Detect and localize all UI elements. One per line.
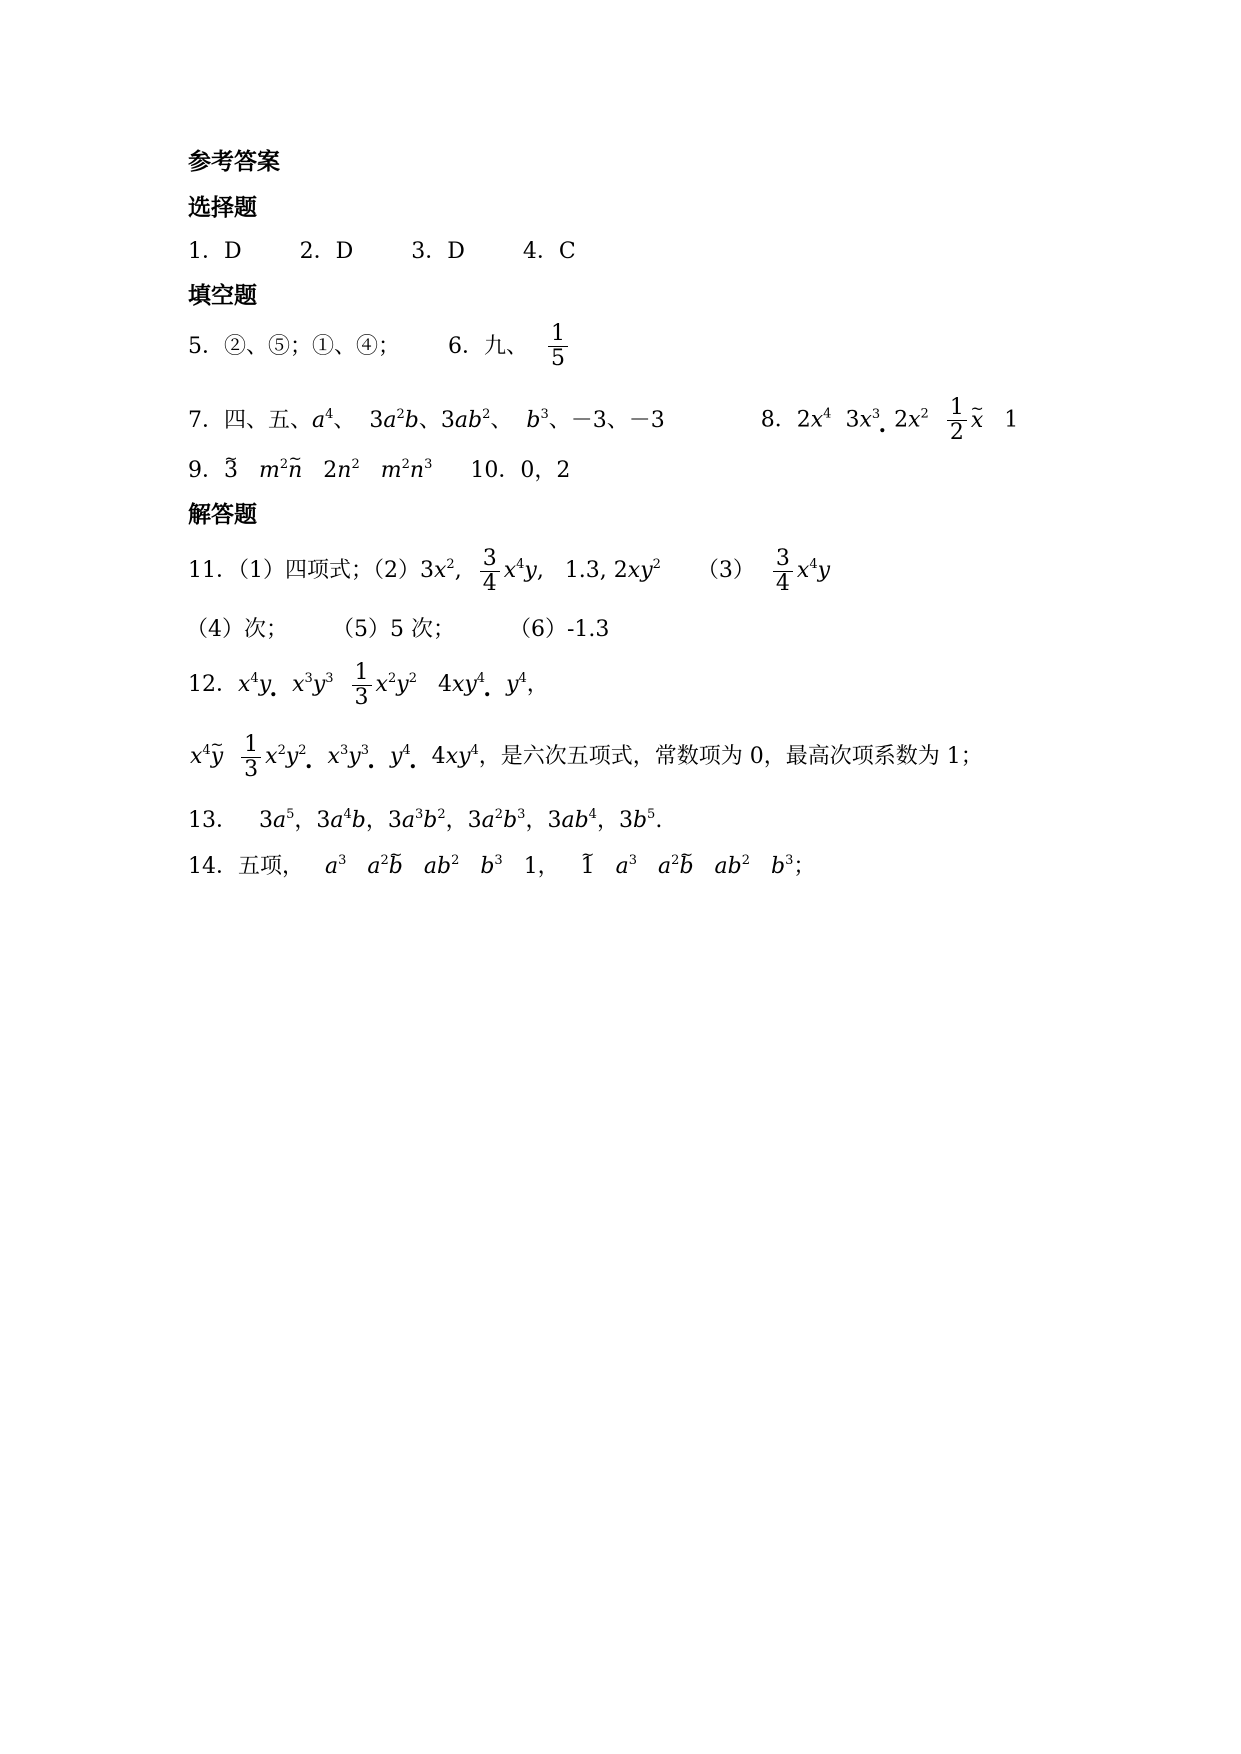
answer-8-fraction: $\frac{1}{2}$ bbox=[947, 396, 967, 445]
choice-answer-3: 3．D bbox=[411, 239, 465, 264]
answer-row-9-10 bbox=[188, 456, 570, 486]
page-title: 参考答案 bbox=[188, 149, 280, 175]
answer-14: 14．五项， $a^3$ $a^2\sim$ b $ab^2$ $b^3$ 1， ~ 1 $a^3$ $a^2\sim$ b $ab^2$ $b^3$； bbox=[188, 852, 815, 882]
answer-row-12-continued bbox=[190, 730, 983, 784]
answer-7: 7．四、五、$a^4$、 $3a^2b$、$3ab^2$、 $b^3$、－3、－3 bbox=[188, 406, 665, 433]
answer-10: 10．0，2 bbox=[470, 458, 571, 483]
choice-answer-2: 2．D bbox=[299, 239, 354, 264]
section-heading-answer: 解答题 bbox=[188, 502, 257, 528]
answer-13: 13． $3a^5$，$3a^4b$，$3a^3b^2$，$3a^2b^3$，$3ab^4$，$3b^5$. bbox=[188, 807, 663, 833]
answer-9: 9．~ 3 $m^2\sim$ n $2n^2$ $m^2n^3$ bbox=[188, 456, 432, 486]
answer-5: 5．②、⑤；①、④； bbox=[188, 333, 400, 359]
answer-11-part4: （4）次； bbox=[186, 617, 288, 642]
answer-11-part6: （6）-1.3 bbox=[509, 617, 610, 642]
answer-12: 12．$x^4y$ . $x^3y^3$ $\frac{1}{3}$ $x^2y^2$ $4xy^4$ . $y^4$， bbox=[188, 658, 549, 712]
choice-answer-1: 1．D bbox=[188, 239, 242, 264]
answer-11-part5: （5）5 次； bbox=[332, 617, 455, 642]
answer-8: 8．$2x^4$ $3x^3$ . $2x^2$ $\frac{1}{2}$ ~ x 1 bbox=[761, 396, 1018, 445]
answer-11-fraction-b: $\frac{3}{4}$ bbox=[773, 547, 793, 596]
choice-answers-row bbox=[188, 237, 576, 267]
answer-row-5-6 bbox=[188, 322, 572, 371]
answer-row-12 bbox=[188, 658, 549, 712]
answer-6-label: 6．九、 bbox=[448, 333, 528, 359]
answer-11: 11．（1）四项式；$(2)3x^2$, $\frac{3}{4}$ $x^4y$, 1.3, $2xy^2$ （3） $\frac{3}{4}$ $x^4y$ bbox=[188, 545, 831, 596]
answer-row-7-8 bbox=[188, 396, 1018, 445]
answer-row-14 bbox=[188, 852, 815, 882]
choice-answer-4: 4．C bbox=[522, 239, 576, 264]
answer-row-13 bbox=[188, 806, 662, 836]
answer-row-11 bbox=[188, 544, 830, 598]
answer-row-11-continued bbox=[186, 615, 609, 645]
answer-6-fraction: $\frac{1}{5}$ bbox=[548, 322, 568, 371]
section-heading-choice: 选择题 bbox=[188, 195, 257, 221]
answer-12-fraction-b: $\frac{1}{3}$ bbox=[241, 733, 261, 782]
section-heading-fill: 填空题 bbox=[188, 283, 257, 309]
answer-12-fraction: $\frac{1}{3}$ bbox=[352, 661, 372, 710]
answer-11-fraction-a: $\frac{3}{4}$ bbox=[480, 547, 500, 596]
answer-12-ordered: $x^4\sim$ y $\frac{1}{3}$ $x^2y^2$ . $x^3y^3$ . $y^4$ . $4xy^4$，是六次五项式，常数项为 0，最高次项系数为 1； bbox=[190, 730, 983, 784]
